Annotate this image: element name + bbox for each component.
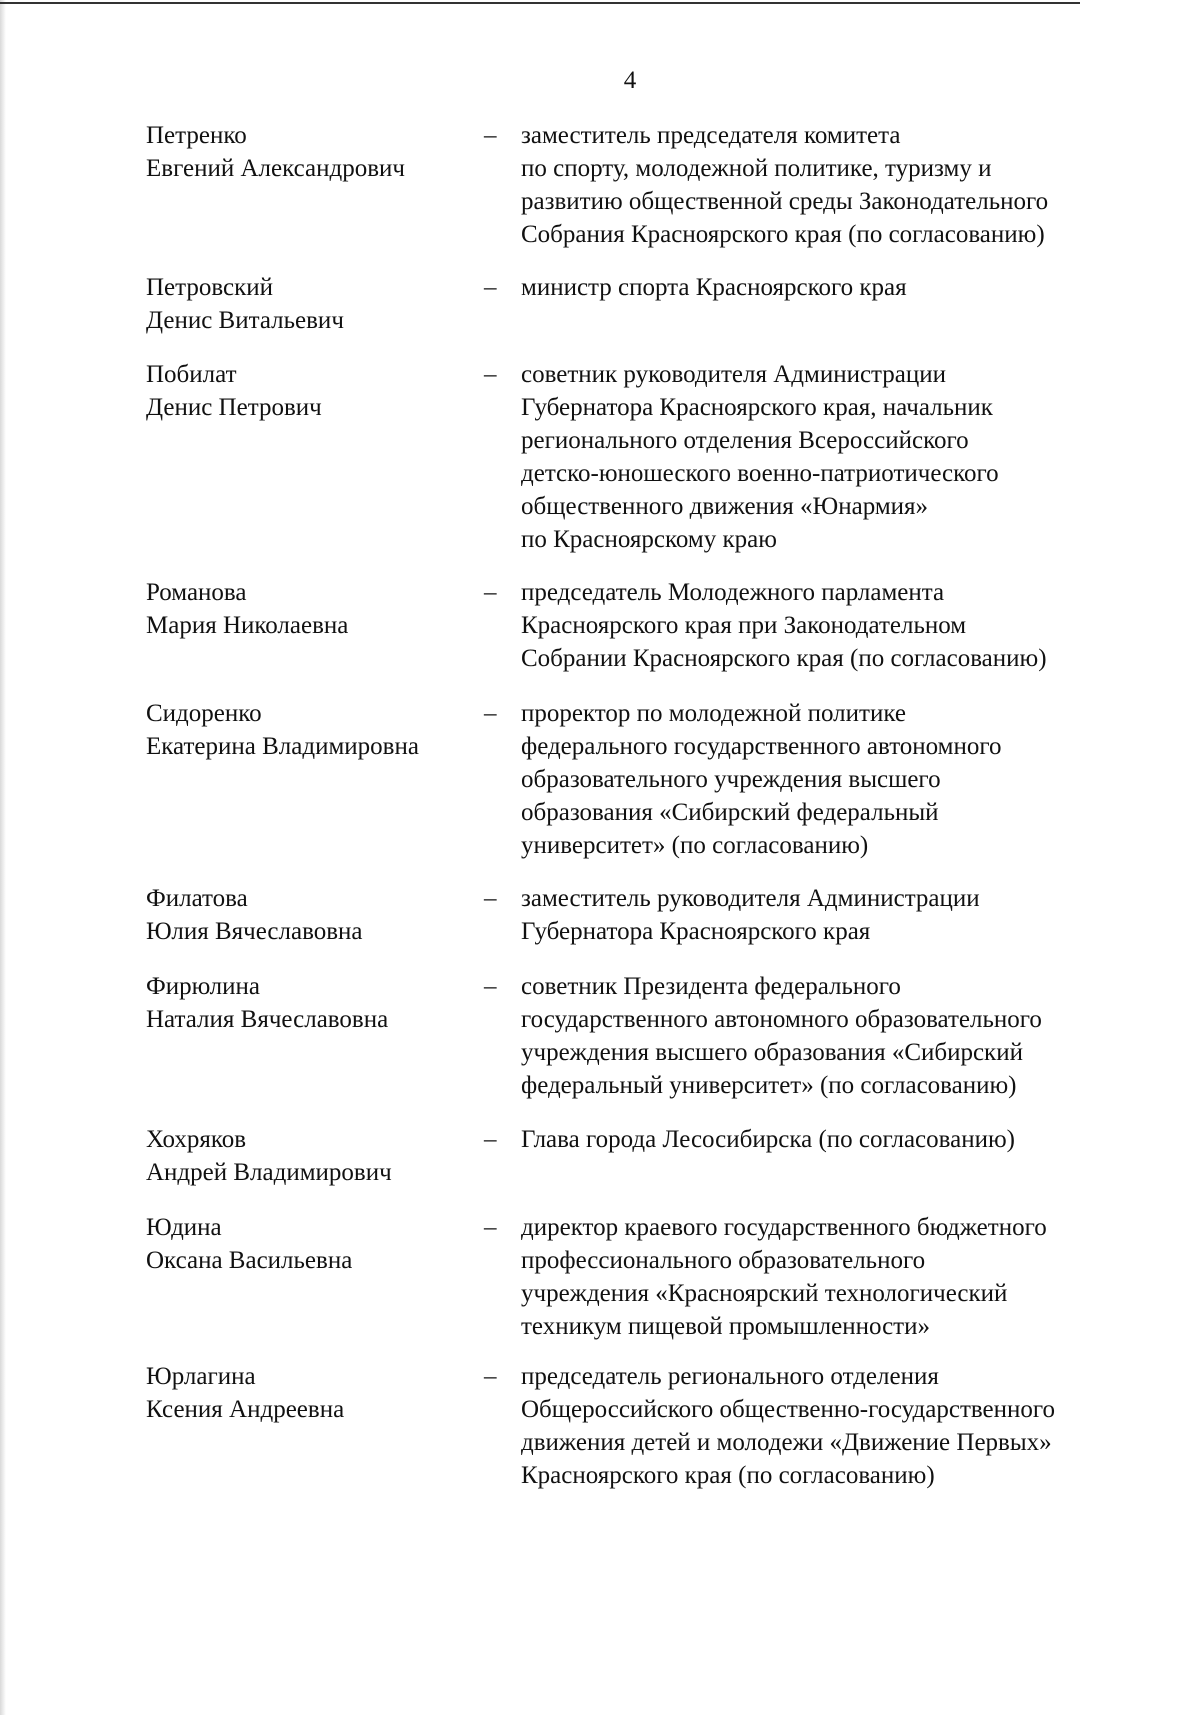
role-line: образования «Сибирский федеральный — [521, 799, 939, 826]
role-line: советник руководителя Администрации — [521, 361, 947, 388]
member-name — [146, 358, 476, 424]
role-line: председатель регионального отделения — [521, 1363, 939, 1390]
member-entry — [0, 1211, 1200, 1360]
member-role — [521, 576, 1141, 675]
member-name — [146, 970, 476, 1036]
role-line: профессионального образовательного — [521, 1247, 926, 1274]
role-line: университет» (по согласованию) — [521, 832, 869, 859]
role-line: регионального отделения Всероссийского — [521, 427, 969, 454]
role-line: советник Президента федерального — [521, 973, 901, 1000]
member-entry — [0, 970, 1200, 1123]
member-role — [521, 1211, 1141, 1343]
member-surname: Хохряков — [146, 1126, 247, 1153]
member-surname: Петровский — [146, 274, 274, 301]
member-name — [146, 697, 476, 763]
member-given-names: Ксения Андреевна — [146, 1396, 345, 1423]
member-role — [521, 358, 1141, 556]
member-entry — [0, 1123, 1200, 1211]
member-name — [146, 882, 476, 948]
role-line: Общероссийского общественно-государственного — [521, 1396, 1056, 1423]
member-role — [521, 1360, 1141, 1492]
member-surname: Сидоренко — [146, 700, 262, 727]
member-entry — [0, 119, 1200, 271]
member-name — [146, 1211, 476, 1277]
role-line: развитию общественной среды Законодательного — [521, 188, 1049, 215]
scan-top-border — [0, 2, 1080, 4]
role-line: федерального государственного автономного — [521, 733, 1002, 760]
role-line: директор краевого государственного бюджетного — [521, 1214, 1047, 1241]
role-line: по Красноярскому краю — [521, 526, 777, 553]
member-given-names: Мария Николаевна — [146, 612, 349, 639]
member-given-names: Денис Петрович — [146, 394, 322, 421]
member-name — [146, 1123, 476, 1189]
role-line: проректор по молодежной политике — [521, 700, 906, 727]
member-entry — [0, 271, 1200, 358]
member-given-names: Наталия Вячеславовна — [146, 1006, 389, 1033]
role-line: Губернатора Красноярского края, начальник — [521, 394, 993, 421]
member-given-names: Денис Витальевич — [146, 307, 344, 334]
role-line: по спорту, молодежной политике, туризму и — [521, 155, 992, 182]
member-dash: – — [484, 361, 497, 388]
member-given-names: Евгений Александрович — [146, 155, 405, 182]
member-dash: – — [484, 1214, 497, 1241]
role-line: техникум пищевой промышленности» — [521, 1313, 930, 1340]
role-line: Губернатора Красноярского края — [521, 918, 871, 945]
member-entry — [0, 1360, 1200, 1500]
role-line: министр спорта Красноярского края — [521, 274, 907, 301]
member-dash: – — [484, 973, 497, 1000]
member-entry — [0, 576, 1200, 697]
role-line: Собрании Красноярского края (по согласованию) — [521, 645, 1047, 672]
role-line: образовательного учреждения высшего — [521, 766, 941, 793]
role-line: заместитель председателя комитета — [521, 122, 901, 149]
role-line: Красноярского края (по согласованию) — [521, 1462, 935, 1489]
role-line: заместитель руководителя Администрации — [521, 885, 980, 912]
member-name — [146, 576, 476, 642]
member-surname: Петренко — [146, 122, 247, 149]
member-entry — [0, 358, 1200, 576]
role-line: председатель Молодежного парламента — [521, 579, 945, 606]
member-role — [521, 119, 1141, 251]
member-name — [146, 271, 476, 337]
member-dash: – — [484, 579, 497, 606]
role-line: общественного движения «Юнармия» — [521, 493, 929, 520]
member-surname: Фирюлина — [146, 973, 261, 1000]
member-name — [146, 119, 476, 185]
role-line: Красноярского края при Законодательном — [521, 612, 967, 639]
role-line: движения детей и молодежи «Движение Первых» — [521, 1429, 1052, 1456]
member-dash: – — [484, 1126, 497, 1153]
member-given-names: Андрей Владимирович — [146, 1159, 392, 1186]
member-dash: – — [484, 1363, 497, 1390]
member-list — [0, 119, 1200, 1500]
member-dash: – — [484, 274, 497, 301]
member-surname: Романова — [146, 579, 247, 606]
member-surname: Юрлагина — [146, 1363, 256, 1390]
role-line: федеральный университет» (по согласованию) — [521, 1072, 1017, 1099]
member-dash: – — [484, 122, 497, 149]
role-line: детско-юношеского военно-патриотического — [521, 460, 999, 487]
member-role — [521, 1123, 1141, 1156]
page-number: 4 — [623, 67, 637, 94]
role-line: Глава города Лесосибирска (по согласованию) — [521, 1126, 1015, 1153]
member-given-names: Оксана Васильевна — [146, 1247, 353, 1274]
role-line: учреждения «Красноярский технологический — [521, 1280, 1008, 1307]
member-surname: Побилат — [146, 361, 237, 388]
role-line: учреждения высшего образования «Сибирский — [521, 1039, 1023, 1066]
member-entry — [0, 697, 1200, 882]
member-dash: – — [484, 700, 497, 727]
member-surname: Юдина — [146, 1214, 222, 1241]
member-name — [146, 1360, 476, 1426]
member-surname: Филатова — [146, 885, 248, 912]
member-dash: – — [484, 885, 497, 912]
role-line: государственного автономного образовательного — [521, 1006, 1042, 1033]
member-role — [521, 882, 1141, 948]
member-role — [521, 271, 1141, 304]
role-line: Собрания Красноярского края (по согласованию) — [521, 221, 1045, 248]
member-role — [521, 970, 1141, 1102]
member-entry — [0, 882, 1200, 970]
member-given-names: Екатерина Владимировна — [146, 733, 419, 760]
member-given-names: Юлия Вячеславовна — [146, 918, 363, 945]
member-role — [521, 697, 1141, 862]
